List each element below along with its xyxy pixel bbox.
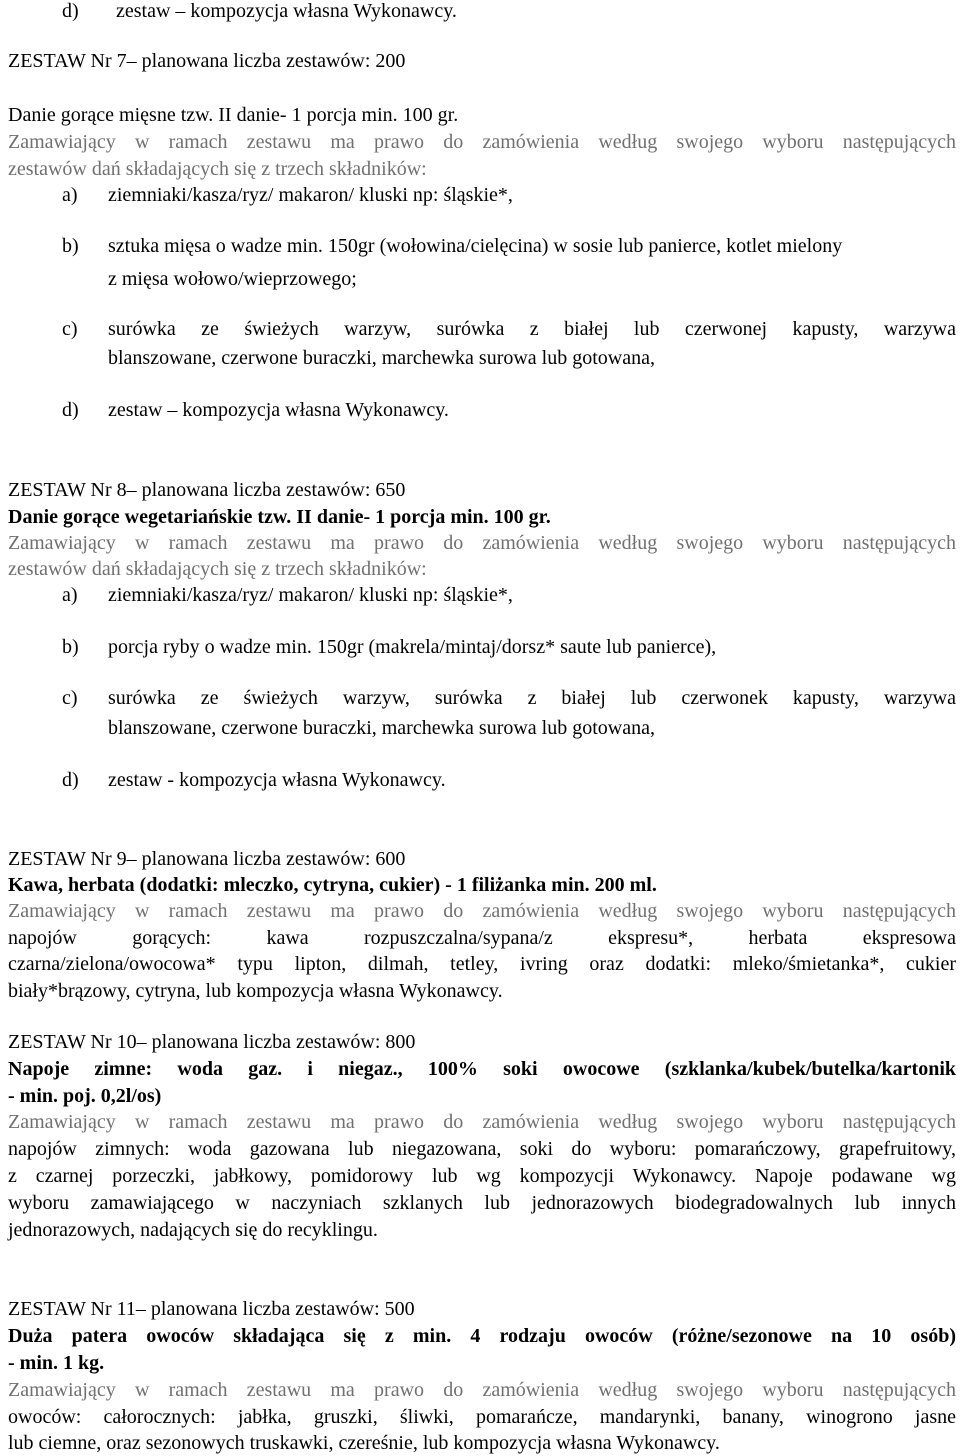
section-title-8: Danie gorące wegetariańskie tzw. II danie- 1 porcja min. 100 gr. [8, 506, 551, 528]
list-label: b) [62, 636, 79, 658]
list-text-line1: surówka ze świeżych warzyw, surówka z białej lub czerwonek kapusty, warzywa [108, 687, 956, 709]
section-para-9-line4: biały*brązowy, cytryna, lub kompozycja własna Wykonawcy. [8, 980, 503, 1002]
list-label: d) [62, 399, 79, 421]
section-para-11-line3: lub ciemne, oraz sezonowych truskawki, czereśnie, lub kompozycja własna Wykonawcy. [8, 1432, 720, 1454]
section-intro-7-line2: zestawów dań składających się z trzech składników: [8, 158, 427, 180]
section-para-11-line1: Zamawiający w ramach zestawu ma prawo do zamówienia według swojego wyboru następujących [8, 1379, 956, 1401]
list-text: zestaw - kompozycja własna Wykonawcy. [108, 769, 446, 791]
section-title-9: Kawa, herbata (dodatki: mleczko, cytryna, cukier) - 1 filiżanka min. 200 ml. [8, 874, 657, 896]
section-para-10-line1: Zamawiający w ramach zestawu ma prawo do zamówienia według swojego wyboru następujących [8, 1111, 956, 1133]
section-title-11-line2: - min. 1 kg. [8, 1352, 105, 1374]
list-text-line2: blanszowane, czerwone buraczki, marchewka surowa lub gotowana, [108, 347, 655, 369]
list-label: d) [62, 769, 79, 791]
list-text-line1: surówka ze świeżych warzyw, surówka z białej lub czerwonej kapusty, warzywa [108, 318, 956, 340]
section-para-11-line2: owoców: całorocznych: jabłka, gruszki, śliwki, pomarańcze, mandarynki, banany, winogrono jasne [8, 1406, 956, 1428]
section-para-10-line4: wyboru zamawiającego w naczyniach szklanych lub jednorazowych biodegradowalnych lub innych [8, 1192, 956, 1214]
section-para-9-line1: Zamawiający w ramach zestawu ma prawo do zamówienia według swojego wyboru następujących [8, 900, 956, 922]
section-para-10-line5: jednorazowych, nadających się do recyklingu. [8, 1219, 378, 1241]
list-text: ziemniaki/kasza/ryz/ makaron/ kluski np: śląskie*, [108, 184, 513, 206]
section-para-9-line2: napojów gorących: kawa rozpuszczalna/sypana/z ekspresu*, herbata ekspresowa [8, 927, 956, 949]
list-text-line1: sztuka mięsa o wadze min. 150gr (wołowina/cielęcina) w sosie lub panierce, kotlet mielony [108, 235, 843, 257]
list-label: c) [62, 318, 78, 340]
list-label: b) [62, 235, 79, 257]
list-label: a) [62, 584, 78, 606]
section-heading-10: ZESTAW Nr 10– planowana liczba zestawów: 800 [8, 1031, 416, 1053]
section-title-11-line1: Duża patera owoców składająca się z min. 4 rodzaju owoców (różne/sezonowe na 10 osób) [8, 1325, 956, 1347]
list-text-line2: blanszowane, czerwone buraczki, marchewka surowa lub gotowana, [108, 717, 655, 739]
section-intro-8-line1: Zamawiający w ramach zestawu ma prawo do zamówienia według swojego wyboru następujących [8, 532, 956, 554]
section-heading-8: ZESTAW Nr 8– planowana liczba zestawów: 650 [8, 479, 406, 501]
section-intro-7-line1: Zamawiający w ramach zestawu ma prawo do zamówienia według swojego wyboru następujących [8, 131, 956, 153]
list-text: ziemniaki/kasza/ryz/ makaron/ kluski np: śląskie*, [108, 584, 513, 606]
section-heading-11: ZESTAW Nr 11– planowana liczba zestawów: 500 [8, 1298, 415, 1320]
section-title-7: Danie gorące mięsne tzw. II danie- 1 porcja min. 100 gr. [8, 104, 459, 126]
section-title-10-line2: - min. poj. 0,2l/os) [8, 1085, 162, 1107]
section-heading-7: ZESTAW Nr 7– planowana liczba zestawów: 200 [8, 50, 406, 72]
section-heading-9: ZESTAW Nr 9– planowana liczba zestawów: 600 [8, 848, 406, 870]
section-para-9-line3: czarna/zielona/owocowa* typu lipton, dilmah, tetley, ivring oraz dodatki: mleko/śmietanka*, cukier [8, 953, 956, 975]
list-text-line2: z mięsa wołowo/wieprzowego; [108, 268, 357, 290]
list-text: zestaw – kompozycja własna Wykonawcy. [116, 0, 457, 22]
section-intro-8-line2: zestawów dań składających się z trzech składników: [8, 558, 427, 580]
list-label: c) [62, 687, 78, 709]
section-para-10-line3: z czarnej porzeczki, jabłkowy, pomidorowy lub wg kompozycji Wykonawcy. Napoje podawane wg [8, 1165, 956, 1187]
section-para-10-line2: napojów zimnych: woda gazowana lub niegazowana, soki do wyboru: pomarańczowy, grapefruitowy, [8, 1138, 956, 1160]
section-title-10-line1: Napoje zimne: woda gaz. i niegaz., 100% soki owocowe (szklanka/kubek/butelka/kartonik [8, 1058, 956, 1080]
list-label: a) [62, 184, 78, 206]
list-text: porcja ryby o wadze min. 150gr (makrela/mintaj/dorsz* saute lub panierce), [108, 636, 717, 658]
list-label: d) [62, 0, 79, 22]
list-text: zestaw – kompozycja własna Wykonawcy. [108, 399, 449, 421]
